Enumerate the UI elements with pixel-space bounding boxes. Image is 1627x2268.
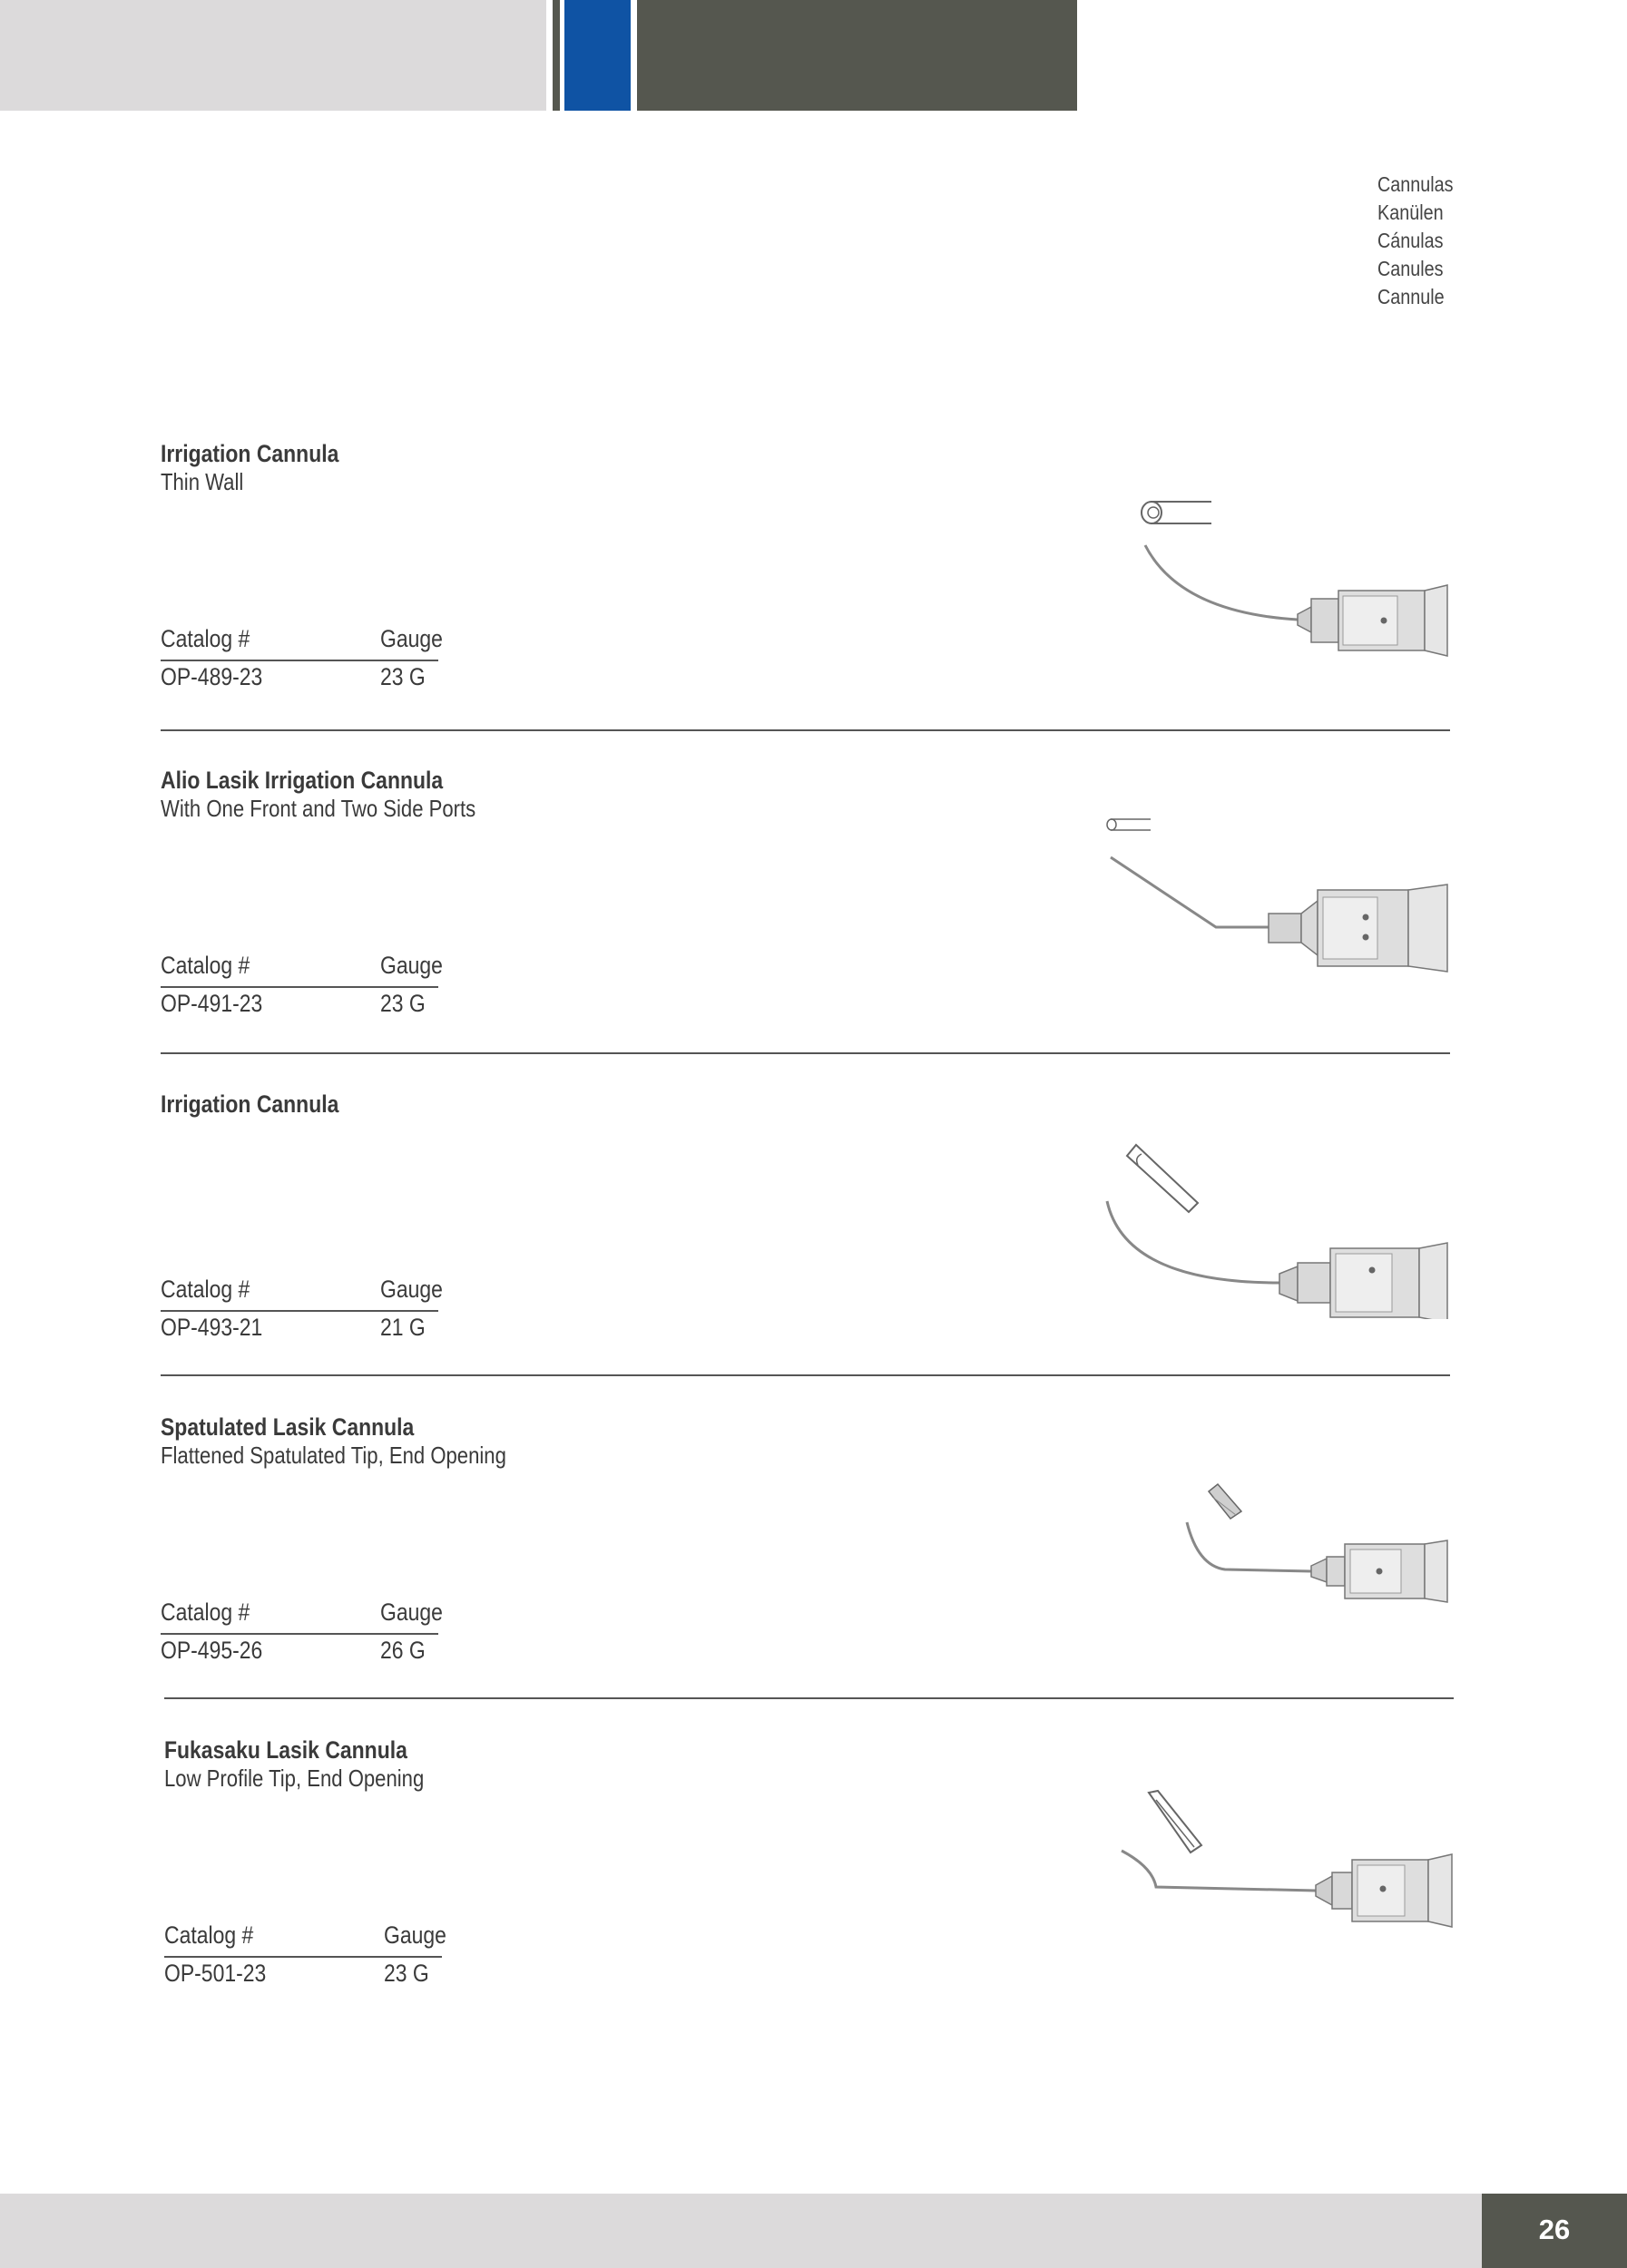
catalog-number: OP-489-23 <box>161 663 263 690</box>
product-title: Fukasaku Lasik Cannula <box>164 1736 407 1764</box>
spec-table <box>164 1921 455 1994</box>
spec-table <box>161 952 451 1024</box>
catalog-header: Catalog # <box>161 1276 250 1303</box>
gauge-value: 26 G <box>380 1637 426 1664</box>
catalog-number: OP-501-23 <box>164 1960 267 1987</box>
category-label-de: Kanülen <box>1377 200 1444 224</box>
catalog-number: OP-491-23 <box>161 990 263 1017</box>
category-label-es: Cánulas <box>1377 229 1444 252</box>
product-subtitle: Low Profile Tip, End Opening <box>164 1765 425 1792</box>
section-divider <box>161 729 1450 731</box>
table-rule <box>161 660 438 661</box>
cannula-illustration <box>1071 494 1470 676</box>
gauge-header: Gauge <box>380 1598 443 1626</box>
product-entry <box>0 767 1627 1039</box>
catalog-number: OP-495-26 <box>161 1637 263 1664</box>
gauge-value: 23 G <box>380 990 426 1017</box>
cannula-illustration <box>1071 1138 1470 1319</box>
product-title: Alio Lasik Irrigation Cannula <box>161 767 444 794</box>
catalog-header: Catalog # <box>164 1921 254 1949</box>
page-number: 26 <box>1538 2214 1571 2245</box>
product-entry <box>4 1736 1627 2009</box>
catalog-header: Catalog # <box>161 625 250 652</box>
product-subtitle: With One Front and Two Side Ports <box>161 795 476 822</box>
gauge-header: Gauge <box>380 625 443 652</box>
product-entry <box>0 1413 1627 1686</box>
cannula-illustration <box>1071 1479 1470 1660</box>
category-label-fr: Canules <box>1377 257 1444 280</box>
product-title: Spatulated Lasik Cannula <box>161 1413 415 1441</box>
header-gray-bar <box>0 0 546 111</box>
catalog-number: OP-493-21 <box>161 1314 263 1341</box>
table-rule <box>161 1633 438 1635</box>
spec-table <box>161 625 451 698</box>
gauge-value: 23 G <box>380 663 426 690</box>
catalog-header: Catalog # <box>161 952 250 979</box>
gauge-header: Gauge <box>380 1276 443 1303</box>
header-separator <box>553 0 560 111</box>
spec-table <box>161 1598 451 1671</box>
product-subtitle: Thin Wall <box>161 468 244 495</box>
gauge-value: 21 G <box>380 1314 426 1341</box>
section-divider <box>164 1697 1454 1699</box>
header-dark-bar <box>637 0 1077 111</box>
product-title: Irrigation Cannula <box>161 1090 339 1118</box>
product-title: Irrigation Cannula <box>161 440 339 467</box>
gauge-header: Gauge <box>380 952 443 979</box>
page-number-box <box>1482 2194 1627 2268</box>
category-label-en: Cannulas <box>1377 172 1454 196</box>
category-label-it: Cannule <box>1377 285 1445 308</box>
header-blue-bar <box>564 0 631 111</box>
section-divider <box>161 1052 1450 1054</box>
category-languages <box>1377 171 1454 311</box>
product-subtitle: Flattened Spatulated Tip, End Opening <box>161 1442 506 1469</box>
product-entry <box>0 1090 1627 1363</box>
section-divider <box>161 1374 1450 1376</box>
catalog-header: Catalog # <box>161 1598 250 1626</box>
gauge-header: Gauge <box>384 1921 446 1949</box>
table-rule <box>161 1310 438 1312</box>
table-rule <box>164 1956 442 1958</box>
cannula-illustration <box>1074 1787 1474 1969</box>
gauge-value: 23 G <box>384 1960 429 1987</box>
spec-table <box>161 1276 451 1348</box>
product-entry <box>0 440 1627 712</box>
table-rule <box>161 986 438 988</box>
cannula-illustration <box>1071 812 1470 993</box>
footer-bar <box>0 2194 1627 2268</box>
